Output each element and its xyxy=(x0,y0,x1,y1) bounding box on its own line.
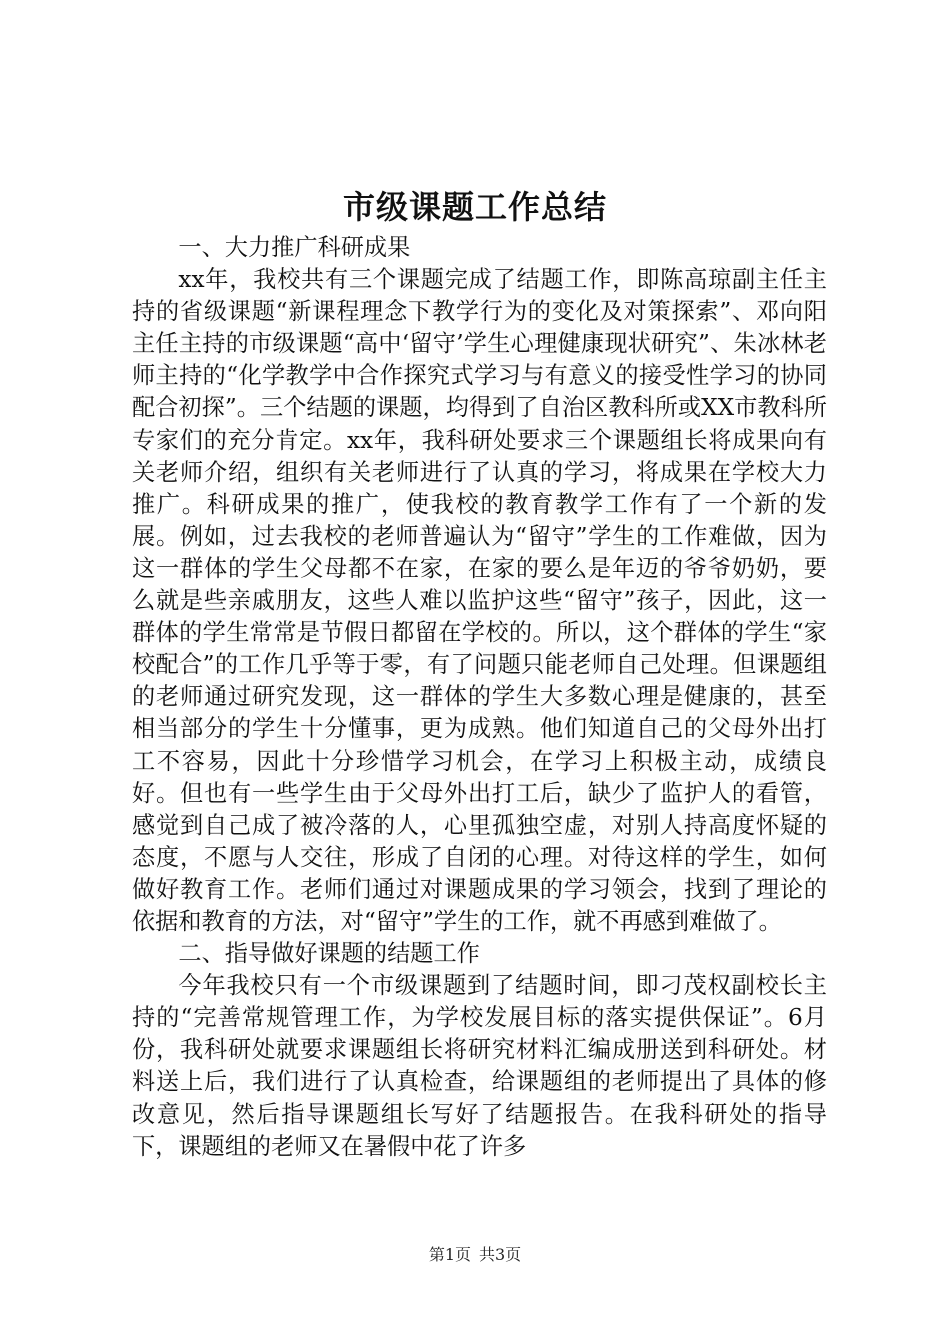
document-title: 市级课题工作总结 xyxy=(342,188,607,226)
section-heading-1: 一、大力推广科研成果 xyxy=(178,234,411,261)
page-footer xyxy=(0,1244,950,1266)
body-paragraph-1: xx年，我校共有三个课题完成了结题工作，即陈高琼副主任主持的省级课题“新课程理念下教学行为的变化及对策探索”、邓向阳主任主持的市级课题“高中‘留守’学生心理健康现状研究”、朱冰林老师主持的“化学教学中合作探究式学习与有意义的接受性学习的协同配合初探”。三个结题的课题，均得到了自治区教科所或XX市教科所专家们的充分肯定。xx年，我科研处要求三个课题组长将成果向有关老师介绍，组织有关老师进行了认真的学习，将成果在学校大力推广。科研成果的推广，使我校的教育教学工作有了一个新的发展。例如，过去我校的老师普遍认为“留守”学生的工作难做，因为这一群体的学生父母都不在家，在家的要么是年迈的爷爷奶奶，要么就是些亲戚朋友，这些人难以监护这些“留守”孩子，因此，这一群体的学生常常是节假日都留在学校的。所以，这个群体的学生“家校配合”的工作几乎等于零，有了问题只能老师自己处理。但课题组的老师通过研究发现，这一群体的学生大多数心理是健康的，甚至相当部分的学生十分懂事，更为成熟。他们知道自己的父母外出打工不容易，因此十分珍惜学习机会，在学习上积极主动，成绩良好。但也有一些学生由于父母外出打工后，缺少了监护人的看管，感觉到自己成了被冷落的人，心里孤独空虚，对别人持高度怀疑的态度，不愿与人交往，形成了自闭的心理。对待这样的学生，如何做好教育工作。老师们通过对课题成果的学习领会，找到了理论的依据和教育的方法，对“留守”学生的工作，就不再感到难做了。 xyxy=(132,266,827,935)
page-total: 共3页 xyxy=(479,1245,522,1264)
section-heading-2: 二、指导做好课题的结题工作 xyxy=(178,940,480,968)
body-paragraph-2: 今年我校只有一个市级课题到了结题时间，即刁茂权副校长主持的“完善常规管理工作，为学校发展目标的落实提供保证”。6月份，我科研处就要求课题组长将研究材料汇编成册送到科研处。材料送上后，我们进行了认真检查，给课题组的老师提出了具体的修改意见，然后指导课题组长写好了结题报告。在我科研处的指导下，课题组的老师又在暑假中花了许多 xyxy=(132,972,827,1160)
document-body xyxy=(132,232,827,1163)
page-number: 第1页 xyxy=(428,1245,471,1264)
